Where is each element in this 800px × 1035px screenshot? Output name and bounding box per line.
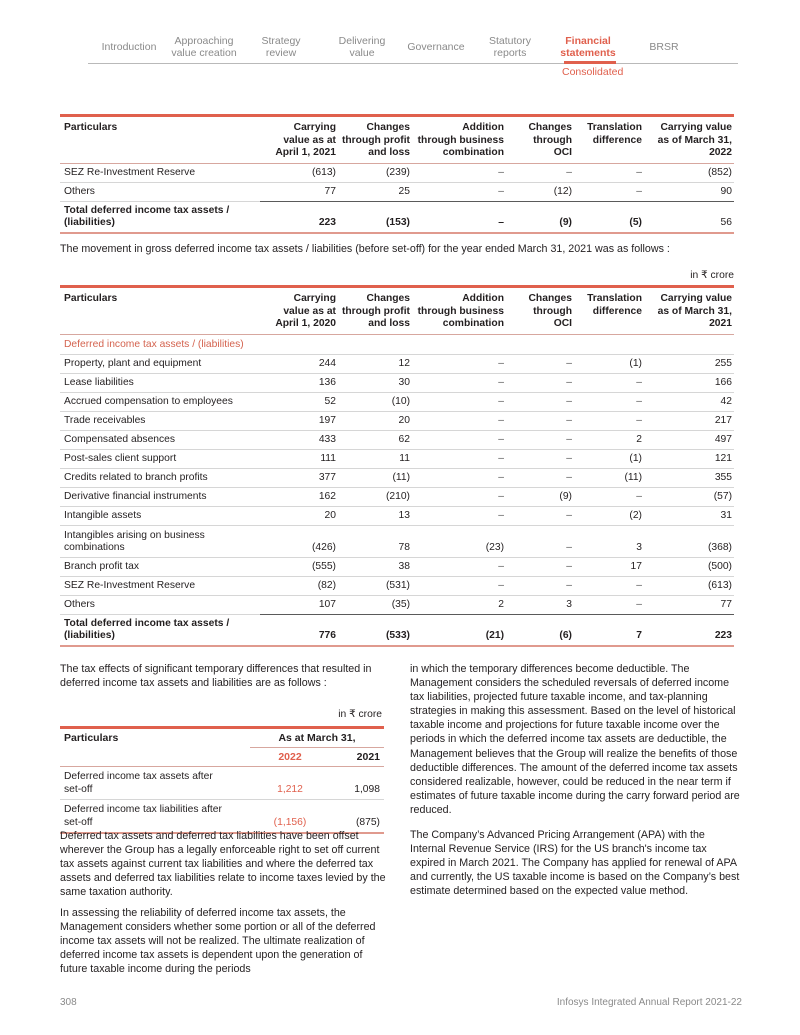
cell-value: 2 — [412, 595, 506, 614]
table-row — [60, 411, 734, 430]
col-header-particulars: Particulars — [60, 287, 260, 335]
tax-effects-intro: The tax effects of significant temporary differences that resulted in deferred income tax assets and liabilities are as follows : — [60, 663, 372, 690]
table-row — [60, 449, 734, 468]
unit-label-small: in ₹ crore — [338, 709, 382, 720]
cell-value: (11) — [574, 468, 644, 487]
deductibility-paragraph: in which the temporary differences become deductible. The Management considers the scheduled reversals of deferred income tax liabilities, projected future taxable income, and tax-planning strategies in making this assessment. Based on the level of historical taxable income and projections for future taxable income over the periods in which the deferred income tax assets are deductible, the Management believes that the Group will realize the benefits of those deductible differences. The amount of the deferred income tax assets considered realizable, however, could be reduced in the near term if estimates of future taxable income during the carry forward period are reduced. — [410, 663, 740, 816]
cell-value: (1) — [574, 354, 644, 373]
nav-label: Governance — [407, 41, 465, 53]
cell-value: 77 — [260, 182, 338, 201]
cell-value: (57) — [644, 487, 734, 506]
total-value: (153) — [338, 201, 412, 233]
cell-value: (11) — [338, 468, 412, 487]
active-tab-indicator — [564, 61, 616, 64]
cell-value: 20 — [260, 506, 338, 525]
report-title: Infosys Integrated Annual Report 2021-22 — [556, 997, 742, 1008]
cell-value: 17 — [574, 557, 644, 576]
cell-value: 25 — [338, 182, 412, 201]
nav-label: statements — [560, 47, 616, 59]
table-header-row — [60, 116, 734, 164]
nav-label: value creation — [171, 47, 237, 59]
row-label: SEZ Re-Investment Reserve — [60, 576, 260, 595]
cell-value: 52 — [260, 392, 338, 411]
nav-label: Approaching — [174, 35, 234, 47]
cell-value: (239) — [338, 163, 412, 182]
cell-value: 136 — [260, 373, 338, 392]
cell-value: – — [506, 354, 574, 373]
cell-value: – — [506, 468, 574, 487]
section-heading-row — [60, 334, 734, 354]
table-row — [60, 163, 734, 182]
col-header-changes-oci: Changes through OCI — [506, 116, 574, 164]
table-row — [60, 767, 384, 800]
cell-value: (368) — [644, 525, 734, 557]
table-row — [60, 354, 734, 373]
row-label: Intangible assets — [60, 506, 260, 525]
cell-value: 2 — [574, 430, 644, 449]
table-total-row — [60, 201, 734, 233]
col-header-changes-oci: Changes through OCI — [506, 287, 574, 335]
nav-label: reports — [493, 47, 527, 59]
row-label: SEZ Re-Investment Reserve — [60, 163, 260, 182]
cell-value: 433 — [260, 430, 338, 449]
cell-value: 162 — [260, 487, 338, 506]
nav-item-approaching-value-creation[interactable] — [168, 35, 240, 59]
cell-value: 90 — [644, 182, 734, 201]
cell-value: – — [412, 557, 506, 576]
nav-item-delivering-value[interactable] — [332, 35, 392, 59]
deferred-tax-movement-2022-table — [60, 114, 734, 234]
col-header-changes-profit-loss: Changes through profit and loss — [338, 287, 412, 335]
tax-effects-table — [60, 726, 384, 834]
cell-value: – — [506, 392, 574, 411]
cell-value: (35) — [338, 595, 412, 614]
cell-value: 111 — [260, 449, 338, 468]
cell-value: 3 — [506, 595, 574, 614]
total-value: (5) — [574, 201, 644, 233]
nav-label: Introduction — [101, 41, 157, 53]
nav-label: Financial — [565, 35, 611, 47]
cell-value: (852) — [644, 163, 734, 182]
table-header-row — [60, 728, 384, 748]
cell-value: 42 — [644, 392, 734, 411]
cell-value: – — [574, 182, 644, 201]
cell-value: 30 — [338, 373, 412, 392]
row-label: Compensated absences — [60, 430, 260, 449]
total-value: (6) — [506, 614, 574, 646]
nav-item-governance[interactable] — [404, 41, 468, 53]
unit-label: in ₹ crore — [690, 270, 734, 281]
cell-value: – — [412, 506, 506, 525]
table-row — [60, 392, 734, 411]
col-header-particulars: Particulars — [60, 728, 250, 748]
cell-value: 244 — [260, 354, 338, 373]
row-label: Others — [60, 595, 260, 614]
row-label: Intangibles arising on business combinations — [60, 525, 260, 557]
table-row — [60, 576, 734, 595]
value-2021: (875) — [330, 800, 384, 833]
cell-value: – — [412, 392, 506, 411]
cell-value: 121 — [644, 449, 734, 468]
cell-value: 107 — [260, 595, 338, 614]
cell-value: – — [506, 411, 574, 430]
col-header-addition-business-combination: Addition through business combination — [412, 116, 506, 164]
deferred-tax-movement-2021-table — [60, 285, 734, 647]
total-value: 776 — [260, 614, 338, 646]
cell-value: – — [506, 525, 574, 557]
row-label: Credits related to branch profits — [60, 468, 260, 487]
table-header-row — [60, 287, 734, 335]
table-row — [60, 182, 734, 201]
cell-value: (531) — [338, 576, 412, 595]
row-label: Deferred income tax assets after set-off — [60, 767, 250, 800]
nav-item-strategy-review[interactable] — [256, 35, 306, 59]
total-value: (21) — [412, 614, 506, 646]
col-header-translation-difference: Translation difference — [574, 287, 644, 335]
cell-value: (82) — [260, 576, 338, 595]
cell-value: 166 — [644, 373, 734, 392]
nav-label: Delivering — [338, 35, 386, 47]
cell-value: – — [506, 557, 574, 576]
cell-value: – — [412, 430, 506, 449]
cell-value: – — [574, 595, 644, 614]
cell-value: – — [506, 430, 574, 449]
table-row — [60, 557, 734, 576]
cell-value: (12) — [506, 182, 574, 201]
total-value: – — [412, 201, 506, 233]
col-header-as-at: As at March 31, — [250, 728, 384, 748]
col-header-changes-profit-loss: Changes through profit and loss — [338, 116, 412, 164]
nav-label: BRSR — [649, 41, 679, 53]
page-number: 308 — [60, 997, 77, 1008]
cell-value: (555) — [260, 557, 338, 576]
total-label: Total deferred income tax assets / (liabilities) — [60, 614, 260, 646]
value-2021: 1,098 — [330, 767, 384, 800]
col-header-translation-difference: Translation difference — [574, 116, 644, 164]
value-2022: 1,212 — [250, 767, 330, 800]
col-header-carrying-value-closing: Carrying value as of March 31, 2021 — [644, 287, 734, 335]
table-row — [60, 800, 384, 833]
cell-value: – — [412, 373, 506, 392]
row-label: Post-sales client support — [60, 449, 260, 468]
cell-value: – — [412, 163, 506, 182]
col-header-carrying-value-closing: Carrying value as of March 31, 2022 — [644, 116, 734, 164]
col-header-2021: 2021 — [330, 748, 384, 767]
row-label: Trade receivables — [60, 411, 260, 430]
cell-value: – — [574, 163, 644, 182]
table-row — [60, 595, 734, 614]
nav-item-brsr[interactable] — [646, 41, 682, 53]
cell-value: – — [506, 373, 574, 392]
table-row — [60, 430, 734, 449]
cell-value: – — [412, 354, 506, 373]
cell-value: 38 — [338, 557, 412, 576]
cell-value: – — [574, 411, 644, 430]
cell-value: – — [574, 487, 644, 506]
col-header-carrying-value-opening: Carrying value as at April 1, 2021 — [260, 116, 338, 164]
cell-value: (10) — [338, 392, 412, 411]
cell-value: (426) — [260, 525, 338, 557]
cell-value: 377 — [260, 468, 338, 487]
col-header-addition-business-combination: Addition through business combination — [412, 287, 506, 335]
table-row — [60, 506, 734, 525]
cell-value: – — [574, 373, 644, 392]
total-value: (533) — [338, 614, 412, 646]
nav-divider — [88, 63, 738, 64]
nav-label: value — [349, 47, 375, 59]
nav-item-statutory-reports[interactable] — [484, 35, 536, 59]
row-label: Lease liabilities — [60, 373, 260, 392]
cell-value: 255 — [644, 354, 734, 373]
cell-value: (500) — [644, 557, 734, 576]
total-value: (9) — [506, 201, 574, 233]
cell-value: 62 — [338, 430, 412, 449]
row-label: Others — [60, 182, 260, 201]
apa-paragraph: The Company’s Advanced Pricing Arrangement (APA) with the Internal Revenue Service (IRS) for the US branch's income tax expired in March 2021. The Company has applied for renewal of APA and currently, the US taxable income is based on the Company’s best estimate determined based on the expected value method. — [410, 829, 740, 898]
table-subheader-row — [60, 748, 384, 767]
row-label: Deferred income tax liabilities after set-off — [60, 800, 250, 833]
cell-value: – — [412, 449, 506, 468]
table-total-row — [60, 614, 734, 646]
cell-value: 12 — [338, 354, 412, 373]
cell-value: 77 — [644, 595, 734, 614]
table-row — [60, 373, 734, 392]
cell-value: – — [412, 411, 506, 430]
cell-value: 497 — [644, 430, 734, 449]
total-value: 223 — [644, 614, 734, 646]
nav-label: Statutory — [488, 35, 532, 47]
nav-label: review — [265, 47, 297, 59]
cell-value: 197 — [260, 411, 338, 430]
nav-item-financial-statements[interactable] — [558, 35, 618, 59]
cell-value: 31 — [644, 506, 734, 525]
cell-value: – — [506, 449, 574, 468]
offset-paragraph: Deferred tax assets and deferred tax liabilities have been offset wherever the Group has a legally enforceable right to set off current tax assets against current tax liabilities and where the deferred tax assets and deferred tax liabilities relate to income taxes levied by the same taxation authority. — [60, 830, 386, 899]
top-navigation — [92, 35, 738, 65]
total-value: 223 — [260, 201, 338, 233]
row-label: Property, plant and equipment — [60, 354, 260, 373]
movement-2021-intro: The movement in gross deferred income tax assets / liabilities (before set-off) for the year ended March 31, 2021 was as follows : — [60, 243, 670, 255]
nav-item-introduction[interactable] — [98, 41, 160, 53]
cell-value: (23) — [412, 525, 506, 557]
nav-label: Strategy — [261, 35, 301, 47]
table-row — [60, 468, 734, 487]
reliability-paragraph: In assessing the reliability of deferred income tax assets, the Management considers whether some portion or all of the deferred income tax assets will not be realized. The ultimate realization of deferred income tax assets is dependent upon the generation of future taxable income during the periods — [60, 907, 376, 976]
table-row — [60, 487, 734, 506]
cell-value: – — [506, 163, 574, 182]
cell-value: – — [412, 468, 506, 487]
cell-value: 11 — [338, 449, 412, 468]
col-header-particulars: Particulars — [60, 116, 260, 164]
row-label: Branch profit tax — [60, 557, 260, 576]
cell-value: (1) — [574, 449, 644, 468]
cell-value: – — [506, 576, 574, 595]
cell-value: – — [412, 182, 506, 201]
cell-value: (613) — [644, 576, 734, 595]
cell-value: 217 — [644, 411, 734, 430]
cell-value: (9) — [506, 487, 574, 506]
cell-value: – — [412, 576, 506, 595]
total-label: Total deferred income tax assets / (liabilities) — [60, 201, 260, 233]
cell-value: – — [574, 576, 644, 595]
cell-value: (210) — [338, 487, 412, 506]
table-row — [60, 525, 734, 557]
total-value: 7 — [574, 614, 644, 646]
blank-header — [60, 748, 250, 767]
row-label: Accrued compensation to employees — [60, 392, 260, 411]
nav-subsection-consolidated[interactable]: Consolidated — [562, 66, 624, 78]
col-header-carrying-value-opening: Carrying value as at April 1, 2020 — [260, 287, 338, 335]
col-header-2022: 2022 — [250, 748, 330, 767]
cell-value: (613) — [260, 163, 338, 182]
cell-value: – — [412, 487, 506, 506]
cell-value: 78 — [338, 525, 412, 557]
row-label: Derivative financial instruments — [60, 487, 260, 506]
section-label: Deferred income tax assets / (liabilities) — [60, 334, 734, 354]
cell-value: 20 — [338, 411, 412, 430]
value-2022: (1,156) — [250, 800, 330, 833]
cell-value: (2) — [574, 506, 644, 525]
cell-value: – — [506, 506, 574, 525]
cell-value: 13 — [338, 506, 412, 525]
cell-value: 3 — [574, 525, 644, 557]
cell-value: 355 — [644, 468, 734, 487]
cell-value: – — [574, 392, 644, 411]
total-value: 56 — [644, 201, 734, 233]
